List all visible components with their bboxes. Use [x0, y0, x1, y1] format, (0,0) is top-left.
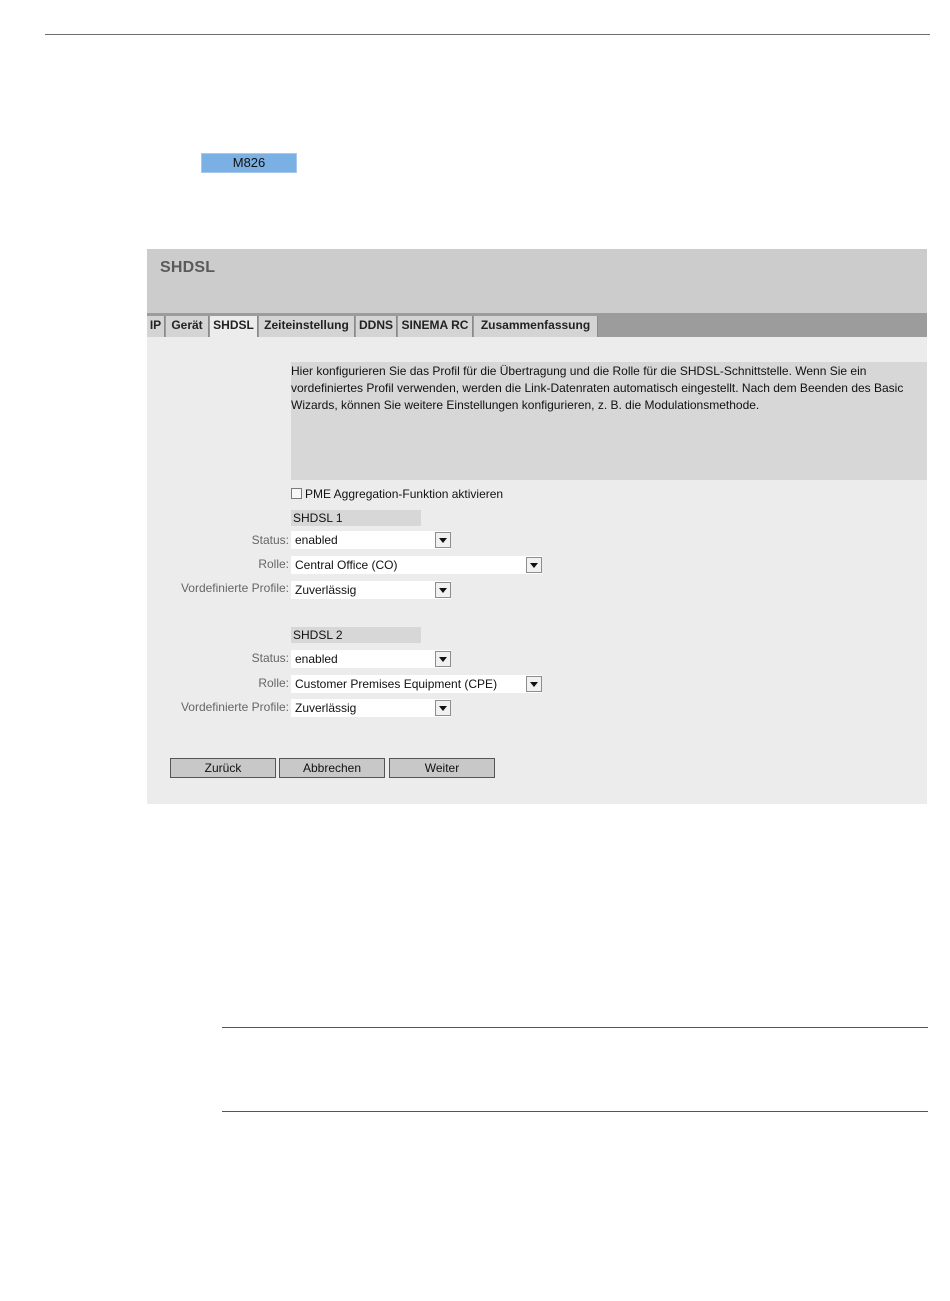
note-bottom-divider	[222, 1111, 928, 1112]
tab-shdsl[interactable]: SHDSL	[210, 316, 258, 337]
shdsl2-profile-select[interactable]	[291, 699, 451, 717]
tab-zeiteinstellung[interactable]: Zeiteinstellung	[259, 316, 355, 337]
tab-sinema-rc[interactable]: SINEMA RC	[398, 316, 473, 337]
shdsl2-group-title: SHDSL 2	[291, 627, 421, 643]
shdsl1-profile-select[interactable]	[291, 581, 451, 599]
tab-ddns[interactable]: DDNS	[356, 316, 397, 337]
shdsl1-status-select[interactable]	[291, 531, 451, 549]
info-description: Hier konfigurieren Sie das Profil für die Übertragung und die Rolle für die SHDSL-Schnittstelle. Wenn Sie ein vordefiniertes Profil verwenden, werden die Link-Datenraten automatisch eingestellt. Nach dem Beenden des Basic Wizards, können Sie weitere Einstellungen konfigurieren, z. B. die Modulationsmethode.	[291, 362, 927, 480]
panel-title: SHDSL	[160, 259, 216, 276]
back-button[interactable]: Zurück	[170, 758, 276, 778]
shdsl2-profile-value: Zuverlässig	[295, 701, 357, 715]
shdsl2-rolle-label: Rolle:	[258, 676, 289, 690]
pme-aggregation-row	[291, 486, 503, 502]
tab-geraet[interactable]: Gerät	[166, 316, 209, 337]
chevron-down-icon	[435, 700, 451, 716]
cancel-button[interactable]: Abbrechen	[279, 758, 385, 778]
shdsl1-rolle-select[interactable]	[291, 556, 542, 574]
tab-zusammenfassung[interactable]: Zusammenfassung	[474, 316, 598, 337]
shdsl1-status-label: Status:	[251, 533, 289, 547]
shdsl1-profile-label: Vordefinierte Profile:	[180, 581, 289, 595]
device-name-badge: M826	[201, 153, 297, 173]
chevron-down-icon	[435, 532, 451, 548]
shdsl1-profile-value: Zuverlässig	[295, 583, 357, 597]
wizard-tab-bar	[147, 313, 927, 337]
shdsl1-rolle-value: Central Office (CO)	[295, 558, 398, 572]
next-button[interactable]: Weiter	[389, 758, 495, 778]
chevron-down-icon	[435, 582, 451, 598]
chevron-down-icon	[526, 557, 542, 573]
pme-aggregation-label: PME Aggregation-Funktion aktivieren	[305, 487, 504, 501]
shdsl1-group-title: SHDSL 1	[291, 510, 421, 526]
shdsl1-status-value: enabled	[295, 533, 338, 547]
shdsl1-rolle-label: Rolle:	[258, 557, 289, 571]
shdsl2-status-select[interactable]	[291, 650, 451, 668]
top-divider	[45, 34, 930, 35]
shdsl2-status-label: Status:	[251, 651, 289, 665]
shdsl2-rolle-select[interactable]	[291, 675, 542, 693]
panel-header	[147, 249, 927, 313]
chevron-down-icon	[435, 651, 451, 667]
note-top-divider	[222, 1027, 928, 1028]
tab-ip[interactable]: IP	[147, 316, 165, 337]
shdsl2-profile-label: Vordefinierte Profile:	[180, 700, 289, 714]
chevron-down-icon	[526, 676, 542, 692]
shdsl-wizard-panel	[147, 249, 927, 804]
shdsl2-status-value: enabled	[295, 652, 338, 666]
shdsl2-rolle-value: Customer Premises Equipment (CPE)	[295, 677, 498, 691]
pme-aggregation-checkbox[interactable]	[291, 488, 302, 499]
